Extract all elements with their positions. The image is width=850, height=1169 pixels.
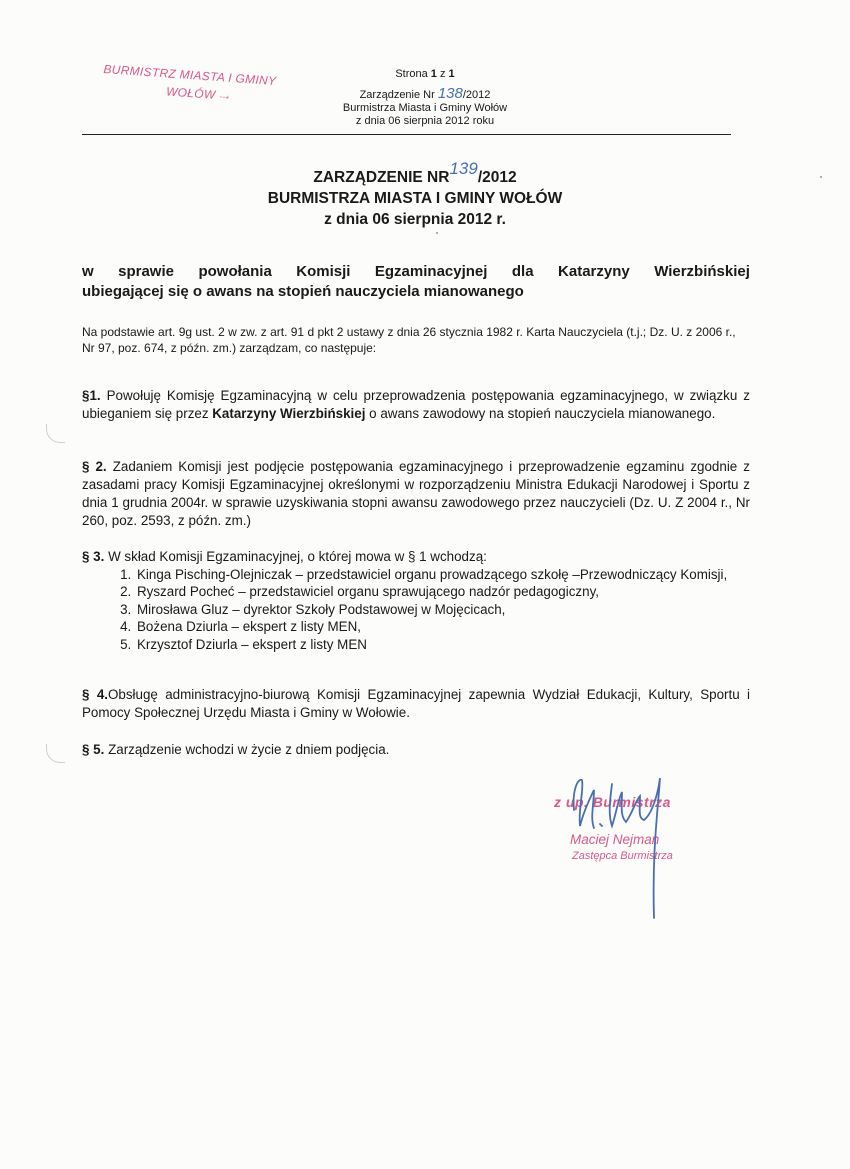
title-line2: BURMISTRZA MIASTA I GMINY WOŁÓW <box>267 190 563 207</box>
title-line3: z dnia 06 sierpnia 2012 r. <box>324 211 506 228</box>
subject-line2: ubiegającej się o awans na stopień nauczyciela mianowanego <box>82 283 524 300</box>
header-divider <box>82 134 731 135</box>
list-item: 4. Bożena Dziurla – ekspert z listy MEN, <box>135 618 750 636</box>
handwritten-number: 138 <box>437 85 463 102</box>
candidate-name: Katarzyny Wierzbińskiej <box>212 406 366 421</box>
paragraph-5: § 5. Zarządzenie wchodzi w życie z dniem podjęcia. <box>82 742 390 757</box>
subject-word: Wierzbińskiej <box>654 263 750 280</box>
speck <box>436 232 438 234</box>
stamp-line1: BURMISTRZ MIASTA I GMINY <box>103 62 277 89</box>
document-subject <box>82 262 750 302</box>
stamp-line2: WOŁÓW ⤏ <box>165 84 230 102</box>
signature-stamp-name: Maciej Nejman <box>570 832 660 847</box>
document-title <box>160 159 670 230</box>
subject-line1 <box>82 262 750 282</box>
subject-word: dla <box>511 263 534 280</box>
subject-word: w <box>82 263 94 280</box>
punch-hole-mark <box>46 744 65 763</box>
subject-word: Egzaminacyjnej <box>374 263 488 280</box>
header-order-number: Zarządzenie Nr 138/2012 <box>359 85 491 102</box>
signature-stamp-line1: z up. Burmistrza <box>554 794 671 810</box>
office-stamp <box>102 62 277 106</box>
speck <box>820 176 822 178</box>
paragraph-3: § 3. W skład Komisji Egzaminacyjnej, o której mowa w § 1 wchodzą: 1. Kinga Pisching-Olejniczak – przedstawiciel organu prowadzącego szkołę –Przewodniczący Komisji, 2. Ryszard Pocheć – przedstawiciel organu sprawującego nadzór pedagogiczny, 3. Mirosława Gluz – dyrektor Szkoły Podstawowej w Mojęcicach, 4. Bożena Dziurla – ekspert z listy MEN, 5. Krzysztof Dziurla – ekspert z listy MEN <box>82 548 750 653</box>
subject-word: Komisji <box>296 263 351 280</box>
paragraph-4: § 4.Obsługę administracyjno-biurową Komisji Egzaminacyjnej zapewnia Wydział Edukacji, Kultury, Sportu i Pomocy Społecznej Urzędu Miasta i Gminy w Wołowie. <box>82 687 750 720</box>
list-item: 3. Mirosława Gluz – dyrektor Szkoły Podstawowej w Mojęcicach, <box>135 601 750 619</box>
subject-word: sprawie <box>118 263 174 280</box>
signature-block <box>548 770 728 920</box>
paragraph-1: §1. Powołuję Komisję Egzaminacyjną w celu przeprowadzenia postępowania egzaminacyjnego, w związku z ubieganiem się przez Katarzyny Wierzbińskiej o awans zawodowy na stopień nauczyciela mianowanego. <box>82 388 750 421</box>
signature-stamp-role: Zastępca Burmistrza <box>572 850 673 862</box>
title-line1: ZARZĄDZENIE NR139/2012 <box>313 159 517 186</box>
header-date: z dnia 06 sierpnia 2012 roku <box>355 115 495 127</box>
handwritten-signature <box>548 770 728 920</box>
list-item: 2. Ryszard Pocheć – przedstawiciel organu sprawującego nadzór pedagogiczny, <box>135 583 750 601</box>
handwritten-number: 139 <box>449 159 478 178</box>
page-number: Strona 1 z 1 <box>395 68 455 80</box>
subject-word: Katarzyny <box>558 263 630 280</box>
subject-word: powołania <box>198 263 272 280</box>
list-item: 1. Kinga Pisching-Olejniczak – przedstawiciel organu prowadzącego szkołę –Przewodniczący Komisji, <box>135 566 750 584</box>
paragraph-2: § 2. Zadaniem Komisji jest podjęcie postępowania egzaminacyjnego i przeprowadzenie egzaminu zgodnie z zasadami pracy Komisji Egzaminacyjnej określonymi w rozporządzeniu Ministra Edukacji Narodowej i Sportu z dnia 1 grudnia 2004r. w sprawie uzyskiwania stopni awansu zawodowego przez nauczycieli (Dz. U. Z 2004 r., Nr 260, poz. 2593, z późn. zm.) <box>82 459 750 528</box>
punch-hole-mark <box>46 424 65 443</box>
header-issuer: Burmistrza Miasta i Gminy Wołów <box>342 102 508 114</box>
list-item: 5. Krzysztof Dziurla – ekspert z listy MEN <box>135 636 750 654</box>
legal-basis: Na podstawie art. 9g ust. 2 w zw. z art. 91 d pkt 2 ustawy z dnia 26 stycznia 1982 r. Karta Nauczyciela (t.j.; Dz. U. z 2006 r., Nr 97, poz. 674, z późn. zm.) zarządzam, co następuje: <box>82 325 736 355</box>
page-header <box>300 68 550 128</box>
commission-members <box>82 566 750 654</box>
